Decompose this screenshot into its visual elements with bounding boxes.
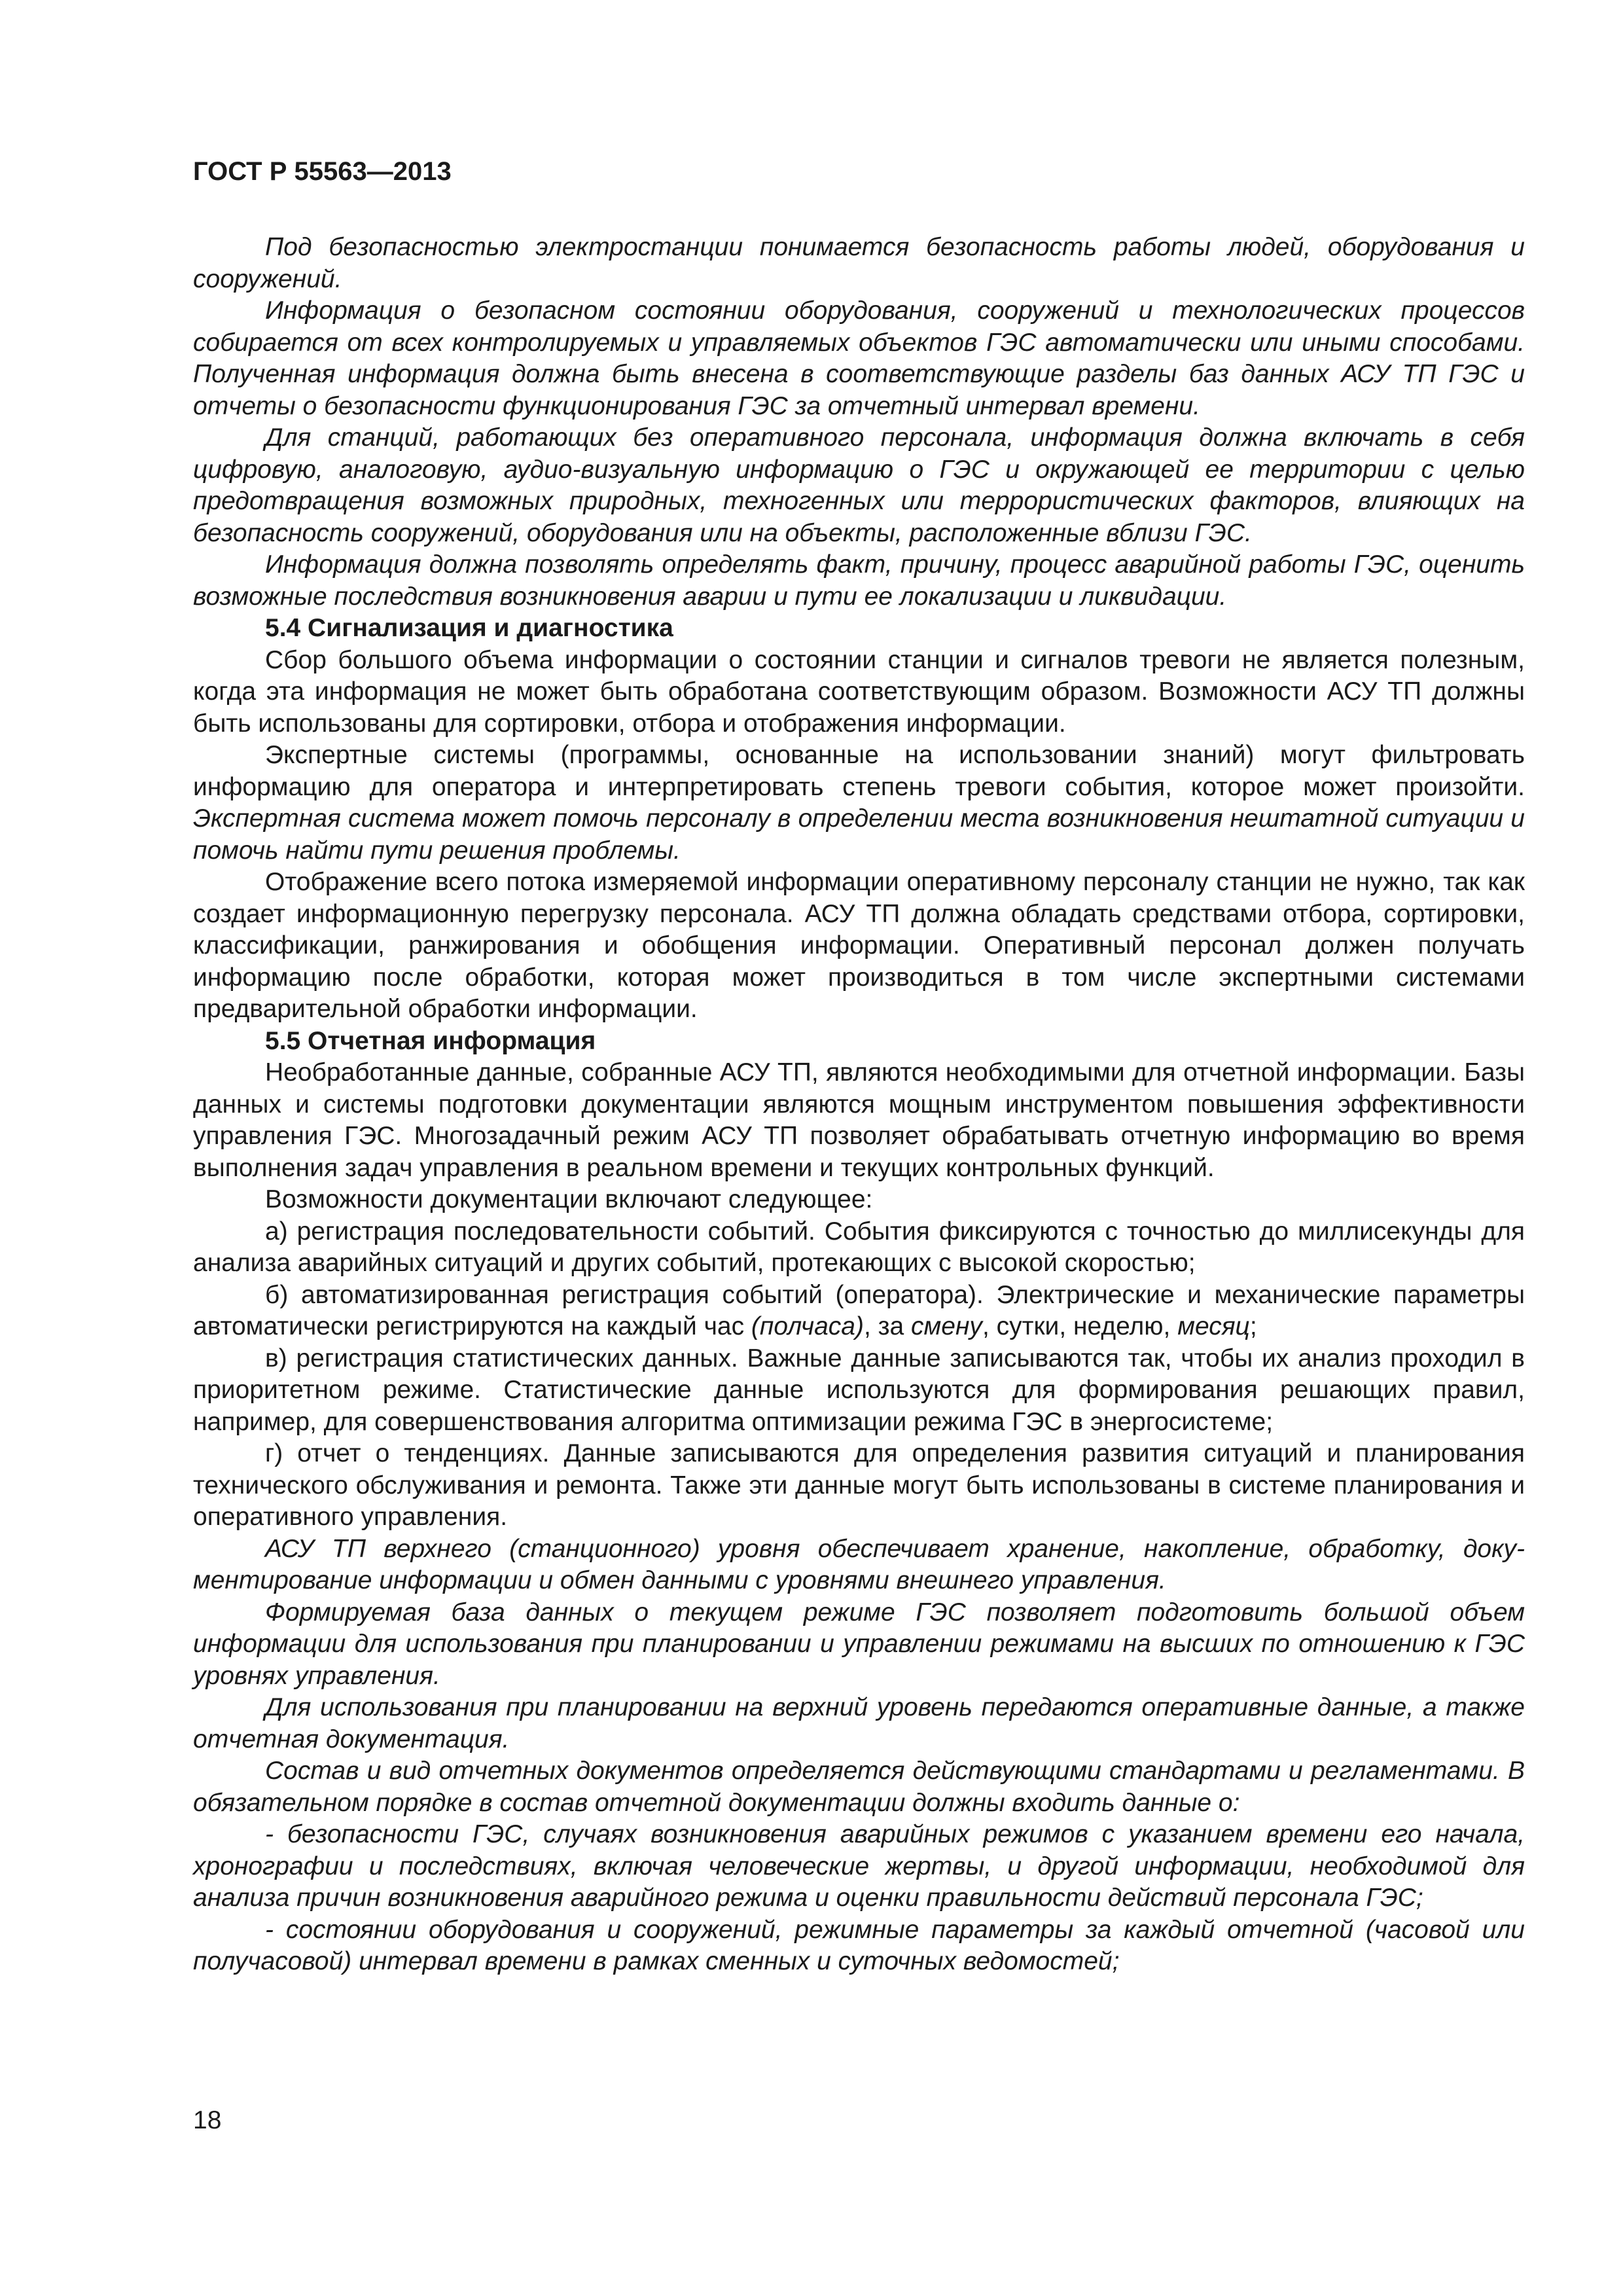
paragraph: АСУ ТП верхнего (станционного) уровня обеспечивает хранение, накопление, обработку, документирование информации и обмен данными с уровнями внешнего управления. — [193, 1534, 1525, 1594]
text-normal: , за — [863, 1312, 912, 1340]
paragraph: Для станций, работающих без оперативного персонала, информация должна включать в себя цифровую, аналоговую, аудио-визуальную информацию о ГЭС и окружающей ее территории с целью предотвращения возможных природных, техногенных или террористических факторов, влияющих на безопасность сооружений, оборудования или на объекты, расположенные вблизи ГЭС. — [193, 423, 1525, 547]
section-heading-5-4: 5.4 Сигнализация и диагностика — [265, 614, 673, 642]
text-italic: Экспертная система может помочь персоналу в определении места возникновения нештатной ситуации и помочь найти пути решения проблемы. — [193, 804, 1525, 865]
document-page — [193, 156, 1525, 2119]
paragraph: Информация о безопасном состоянии оборудования, сооружений и технологических процессов собирается от всех контролируемых и управляемых объектов ГЭС автоматически или иными способами. Полученная информация должна быть внесена в соответствующие разделы баз данных АСУ ТП ГЭС и отчеты о безопасности функционирования ГЭС за отчетный интервал времени. — [193, 296, 1525, 420]
paragraph: Необработанные данные, собранные АСУ ТП, являются необходимыми для отчетной информации. Базы данных и системы подготовки документации являются мощным инструментом повышения эффективности управления ГЭС. Многозадачный режим АСУ ТП позволяет обрабатывать отчетную информацию во время выполнения задач управления в реальном времени и текущих контрольных функций. — [193, 1058, 1525, 1182]
text-normal: б) автоматизированная регистрация событий (оператора). Электрические и механические параметры автоматически регистрируются на каждый час — [193, 1280, 1525, 1340]
text-italic: смену — [911, 1312, 982, 1340]
paragraph: Возможности документации включают следующее: — [265, 1185, 873, 1213]
paragraph: Отображение всего потока измеряемой информации оперативному персоналу станции не нужно, так как создает информационную перегрузку персонала. АСУ ТП должна обладать средствами отбора, сортировки, классификации, ранжирования и обобщения информации. Оперативный персонал должен получать информацию после обработки, которая может производиться в том числе экспертными системами предварительной обработки информации. — [193, 868, 1525, 1023]
list-item-b — [193, 1280, 1525, 1343]
paragraph — [193, 740, 1525, 867]
section-heading-5-5: 5.5 Отчетная информация — [265, 1026, 596, 1055]
text-italic: (полчаса) — [751, 1312, 864, 1340]
paragraph: Формируемая база данных о текущем режиме ГЭС позволяет подготовить большой объем информации для использования при планировании и управлении режимами на высших по отношению к ГЭС уровнях управления. — [193, 1598, 1525, 1690]
text-normal: ; — [1249, 1312, 1257, 1340]
list-item-g: г) отчет о тенденциях. Данные записываются для определения развития ситуаций и планирования технического обслуживания и ремонта. Также эти данные могут быть использованы в системе планирования и оперативного управления. — [193, 1439, 1525, 1531]
list-item-a: а) регистрация последовательности событий. События фиксируются с точностью до миллисекунды для анализа аварийных ситуаций и других событий, протекающих с высокой скоростью; — [193, 1217, 1525, 1277]
list-item-v: в) регистрация статистических данных. Важные данные записываются так, чтобы их анализ проходил в приоритетном режиме. Статистические данные используются для формирования решающих правил, например, для совершенствования алгоритма оптимизации режима ГЭС в энергосистеме; — [193, 1344, 1525, 1436]
page-number: 18 — [193, 2106, 222, 2134]
text-normal: Экспертные системы (программы, основанные на использовании знаний) могут фильтровать информацию для оператора и интерпретировать степень тревоги события, которое может произойти. — [193, 741, 1525, 801]
paragraph: Для использования при планировании на верхний уровень передаются оперативные данные, а также отчетная документация. — [193, 1693, 1525, 1753]
paragraph: Под безопасностью электростанции понимается безопасность работы людей, оборудования и сооружений. — [193, 233, 1525, 293]
dash-item: - безопасности ГЭС, случаях возникновения аварийных режимов с указанием времени его начала, хронографии и последствиях, включая человеческие жертвы, и другой информации, необходимой для анализа причин возникновения аварийного режима и оценки правильности действий персонала ГЭС; — [193, 1820, 1525, 1912]
text-italic: месяц — [1177, 1312, 1250, 1340]
paragraph: Информация должна позволять определять факт, причину, процесс аварийной работы ГЭС, оценить возможные последствия возникновения аварии и пути ее локализации и ликвидации. — [193, 550, 1525, 611]
document-header: ГОСТ Р 55563—2013 — [193, 157, 452, 186]
paragraph: Сбор большого объема информации о состоянии станции и сигналов тревоги не является полезным, когда эта информация не может быть обработана соответствующим образом. Возможности АСУ ТП должны быть использованы для сортировки, отбора и отображения информации. — [193, 645, 1525, 738]
text-normal: , сутки, неделю, — [982, 1312, 1178, 1340]
paragraph: Состав и вид отчетных документов определяется действующими стандартами и регламентами. В обязательном порядке в состав отчетной документации должны входить данные о: — [193, 1757, 1525, 1817]
dash-item: - состоянии оборудования и сооружений, режимные параметры за каждый отчетной (часовой или получасовой) интервал времени в рамках сменных и суточных ведомостей; — [193, 1915, 1525, 1975]
